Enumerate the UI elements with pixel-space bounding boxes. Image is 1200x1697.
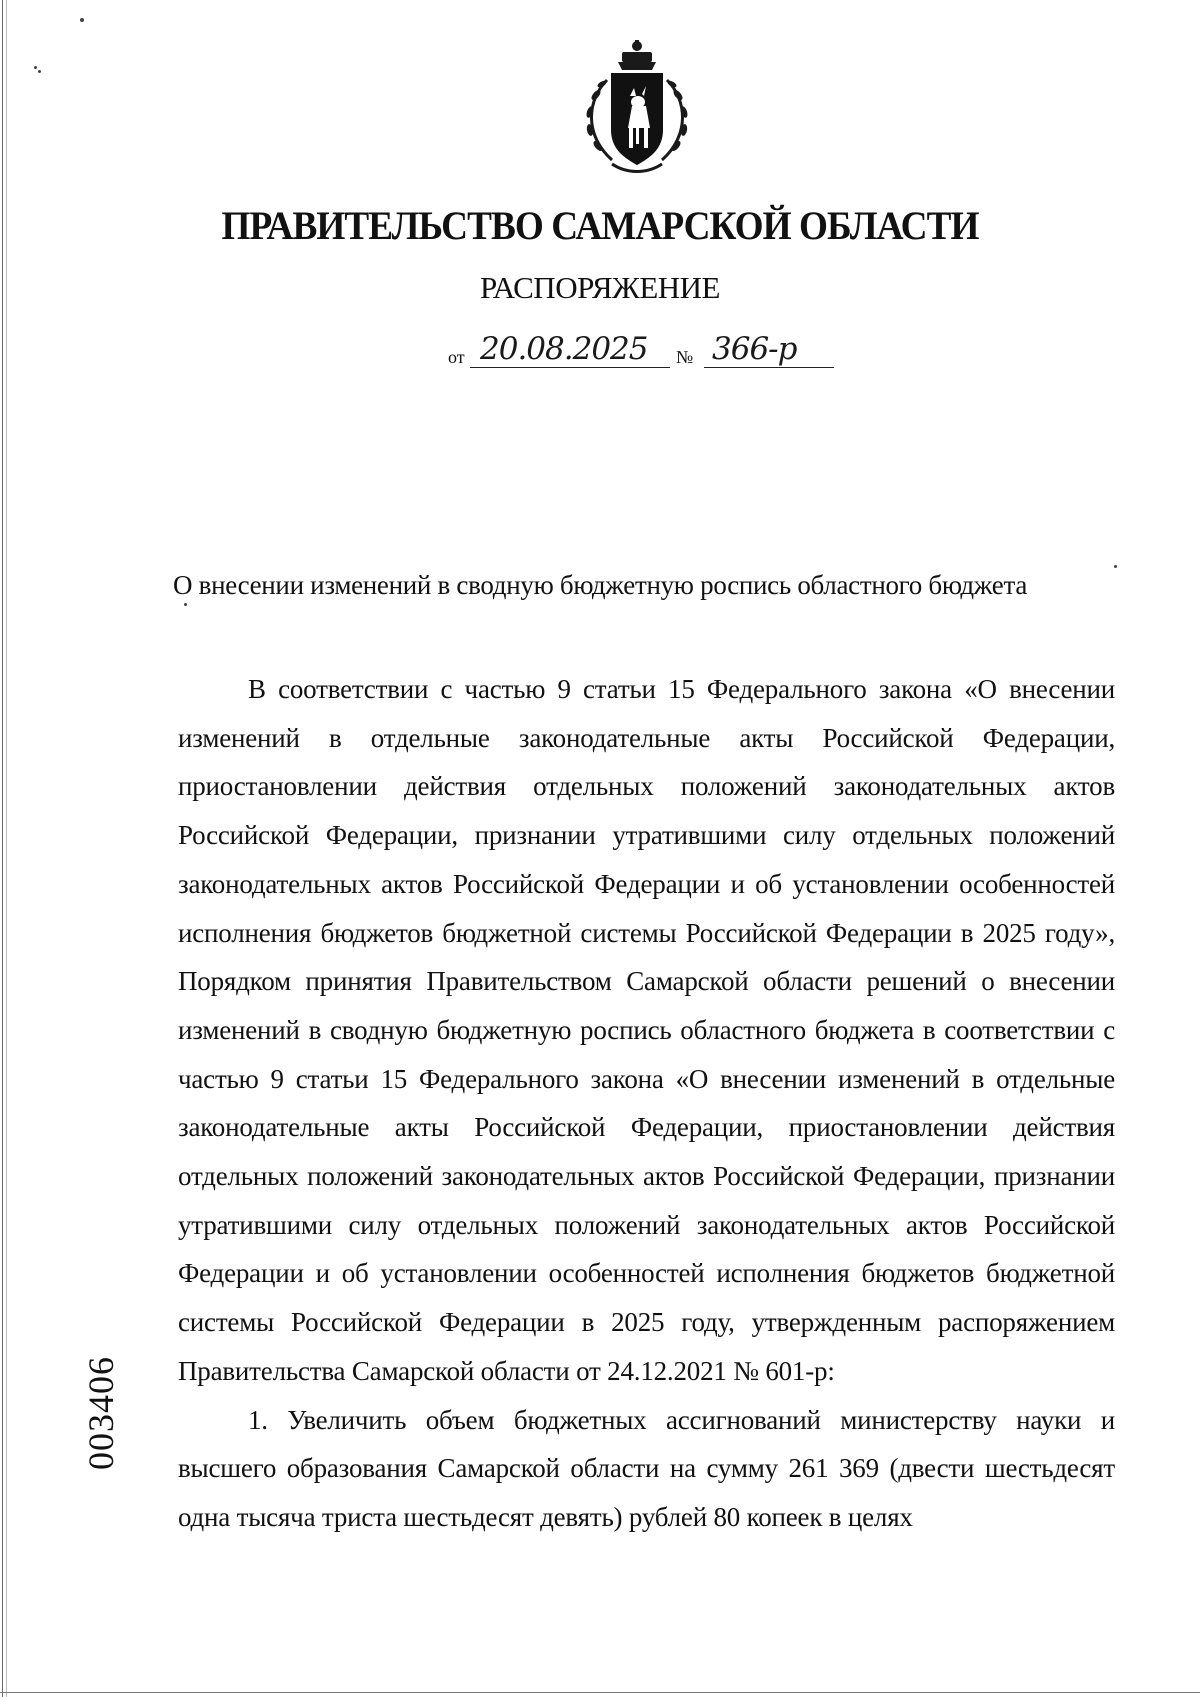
scan-speck (38, 70, 41, 73)
number-underline (704, 367, 834, 368)
handwritten-date: 20.08.2025 (480, 331, 648, 367)
scan-edge-left-inner (6, 0, 7, 1697)
body-paragraph: В соответствии с частью 9 статьи 15 Федерального закона «О внесении изменений в отдельные законодательные акты Российской Федерации, приостановлении действия отдельных положений законодательных актов Российской Федерации, признании утратившими силу отдельных положений законодательных актов Российской Федерации и об установлении особенностей исполнения бюджетов бюджетной системы Российской Федерации в 2025 году», Порядком принятия Правительством Самарской области решений о внесении изменений в сводную бюджетную роспись областного бюджета в соответствии с частью 9 статьи 15 Федерального закона «О внесении изменений в отдельные законодательные акты Российской Федерации, приостановлении действия отдельных положений законодательных актов Российской Федерации, признании утратившими силу отдельных положений законодательных актов Российской Федерации и об установлении особенностей исполнения бюджетов бюджетной системы Российской Федерации в 2025 году, утвержденным распоряжением Правительства Самарской области от 24.12.2021 № 601-р: (178, 674, 1115, 1386)
scan-edge-bottom (0, 1692, 1200, 1693)
date-number-row (448, 325, 848, 375)
samara-coat-of-arms-icon (572, 40, 702, 180)
number-prefix: № (676, 347, 694, 367)
handwritten-number: 366-р (712, 331, 797, 367)
document-subject: О внесении изменений в сводную бюджетную роспись областного бюджета (172, 570, 1027, 600)
registration-number: 003406 (81, 1356, 121, 1470)
document-kind: РАСПОРЯЖЕНИЕ (480, 270, 720, 305)
scan-speck (34, 66, 37, 69)
body-paragraph: 1. Увеличить объем бюджетных ассигнований министерству науки и высшего образования Самарской области на сумму 261 369 (двести шестьдесят одна тысяча триста шестьдесят девять) рублей 80 копеек в целях (178, 1404, 1115, 1532)
scan-speck (80, 18, 84, 22)
organization-title: ПРАВИТЕЛЬСТВО САМАРСКОЙ ОБЛАСТИ (221, 203, 979, 248)
scan-edge-left (2, 0, 3, 1697)
scan-speck (184, 603, 187, 606)
document-body (178, 665, 1115, 1542)
date-prefix: от (448, 347, 465, 367)
date-underline (470, 367, 670, 368)
scan-speck (1114, 565, 1117, 568)
